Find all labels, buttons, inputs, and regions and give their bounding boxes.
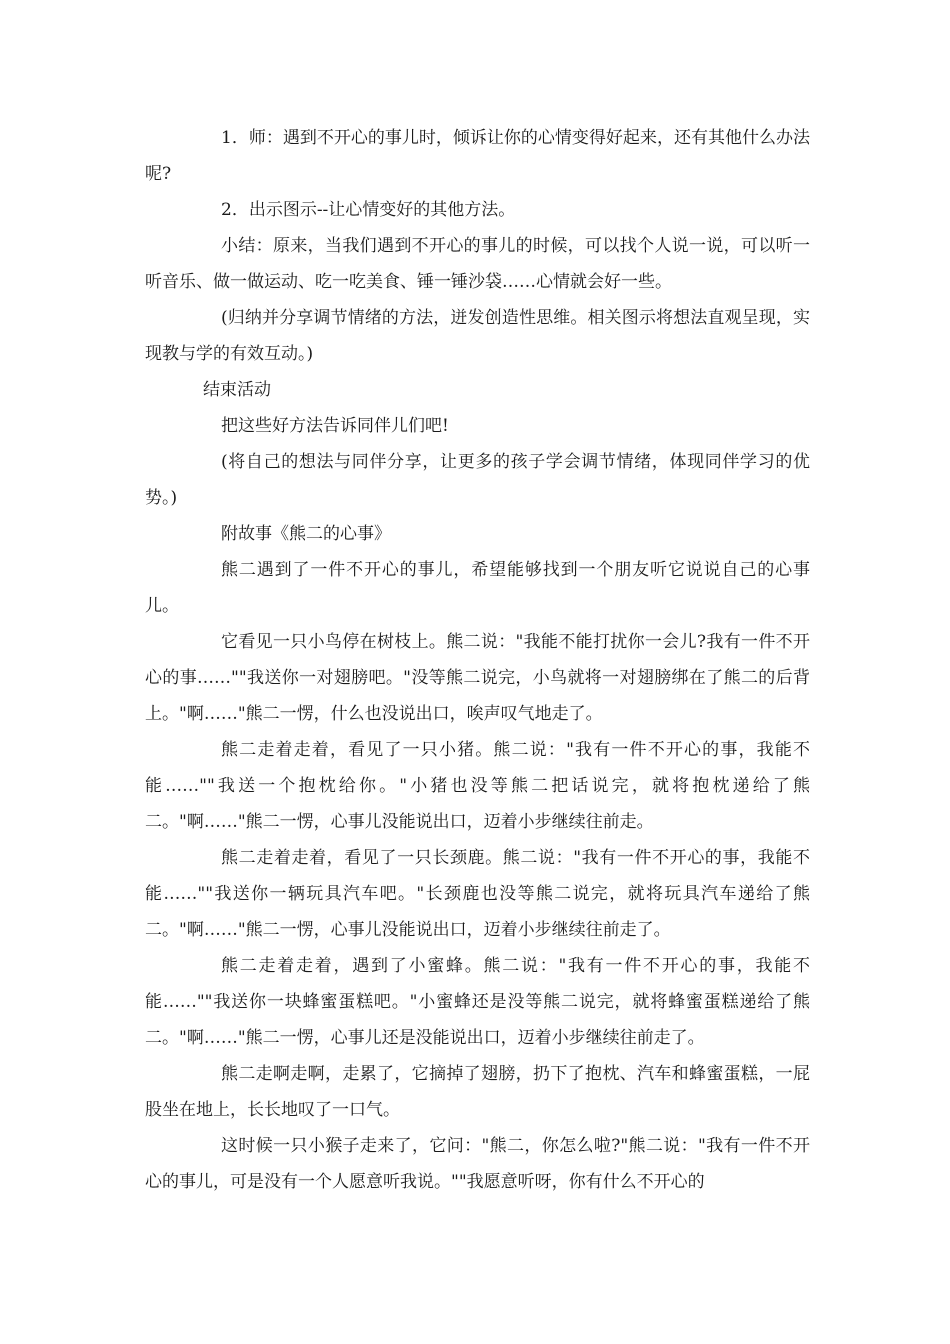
story-paragraph: 熊二遇到了一件不开心的事儿，希望能够找到一个朋友听它说说自己的心事儿。: [145, 560, 810, 616]
story-paragraph: 熊二走着走着，看见了一只小猪。熊二说："我有一件不开心的事，我能不能……""我送一个抱枕给你。"小猪也没等熊二把话说完，就将抱枕递给了熊二。"啊……"熊二一愣，心事儿没能说出口，迈着小步继续往前走。: [145, 740, 810, 832]
paragraph-show-diagram: 2．出示图示--让心情变好的其他方法。: [221, 200, 516, 220]
story-title: 附故事《熊二的心事》: [221, 524, 391, 544]
story-paragraph: 这时候一只小猴子走来了，它问："熊二，你怎么啦?"熊二说："我有一件不开心的事儿，可是没有一个人愿意听我说。""我愿意听呀，你有什么不开心的: [145, 1136, 810, 1192]
paragraph-share-note: (将自己的想法与同伴分享，让更多的孩子学会调节情绪，体现同伴学习的优势。): [145, 452, 810, 508]
story-paragraph: 熊二走啊走啊，走累了，它摘掉了翅膀，扔下了抱枕、汽车和蜂蜜蛋糕，一屁股坐在地上，长长地叹了一口气。: [145, 1064, 810, 1120]
paragraph-summary-note: (归纳并分享调节情绪的方法，迸发创造性思维。相关图示将想法直观呈现，实现教与学的有效互动。): [145, 308, 810, 364]
story-paragraph: 它看见一只小鸟停在树枝上。熊二说："我能不能打扰你一会儿?我有一件不开心的事……""我送你一对翅膀吧。"没等熊二说完，小鸟就将一对翅膀绑在了熊二的后背上。"啊……"熊二一愣，什么也没说出口，唉声叹气地走了。: [145, 632, 810, 724]
paragraph-share-methods: 把这些好方法告诉同伴儿们吧!: [221, 416, 449, 436]
document-body: [145, 120, 810, 1200]
section-heading-end-activity: 结束活动: [203, 380, 271, 400]
story-paragraph: 熊二走着走着，遇到了小蜜蜂。熊二说："我有一件不开心的事，我能不能……""我送你一块蜂蜜蛋糕吧。"小蜜蜂还是没等熊二说完，就将蜂蜜蛋糕递给了熊二。"啊……"熊二一愣，心事儿还是没能说出口，迈着小步继续往前走了。: [145, 956, 810, 1048]
paragraph-teacher-question: 1．师：遇到不开心的事儿时，倾诉让你的心情变得好起来，还有其他什么办法呢?: [145, 128, 810, 184]
paragraph-summary: 小结：原来，当我们遇到不开心的事儿的时候，可以找个人说一说，可以听一听音乐、做一做运动、吃一吃美食、锤一锤沙袋……心情就会好一些。: [145, 236, 810, 292]
story-paragraph: 熊二走着走着，看见了一只长颈鹿。熊二说："我有一件不开心的事，我能不能……""我送你一辆玩具汽车吧。"长颈鹿也没等熊二说完，就将玩具汽车递给了熊二。"啊……"熊二一愣，心事儿没能说出口，迈着小步继续往前走了。: [145, 848, 810, 940]
